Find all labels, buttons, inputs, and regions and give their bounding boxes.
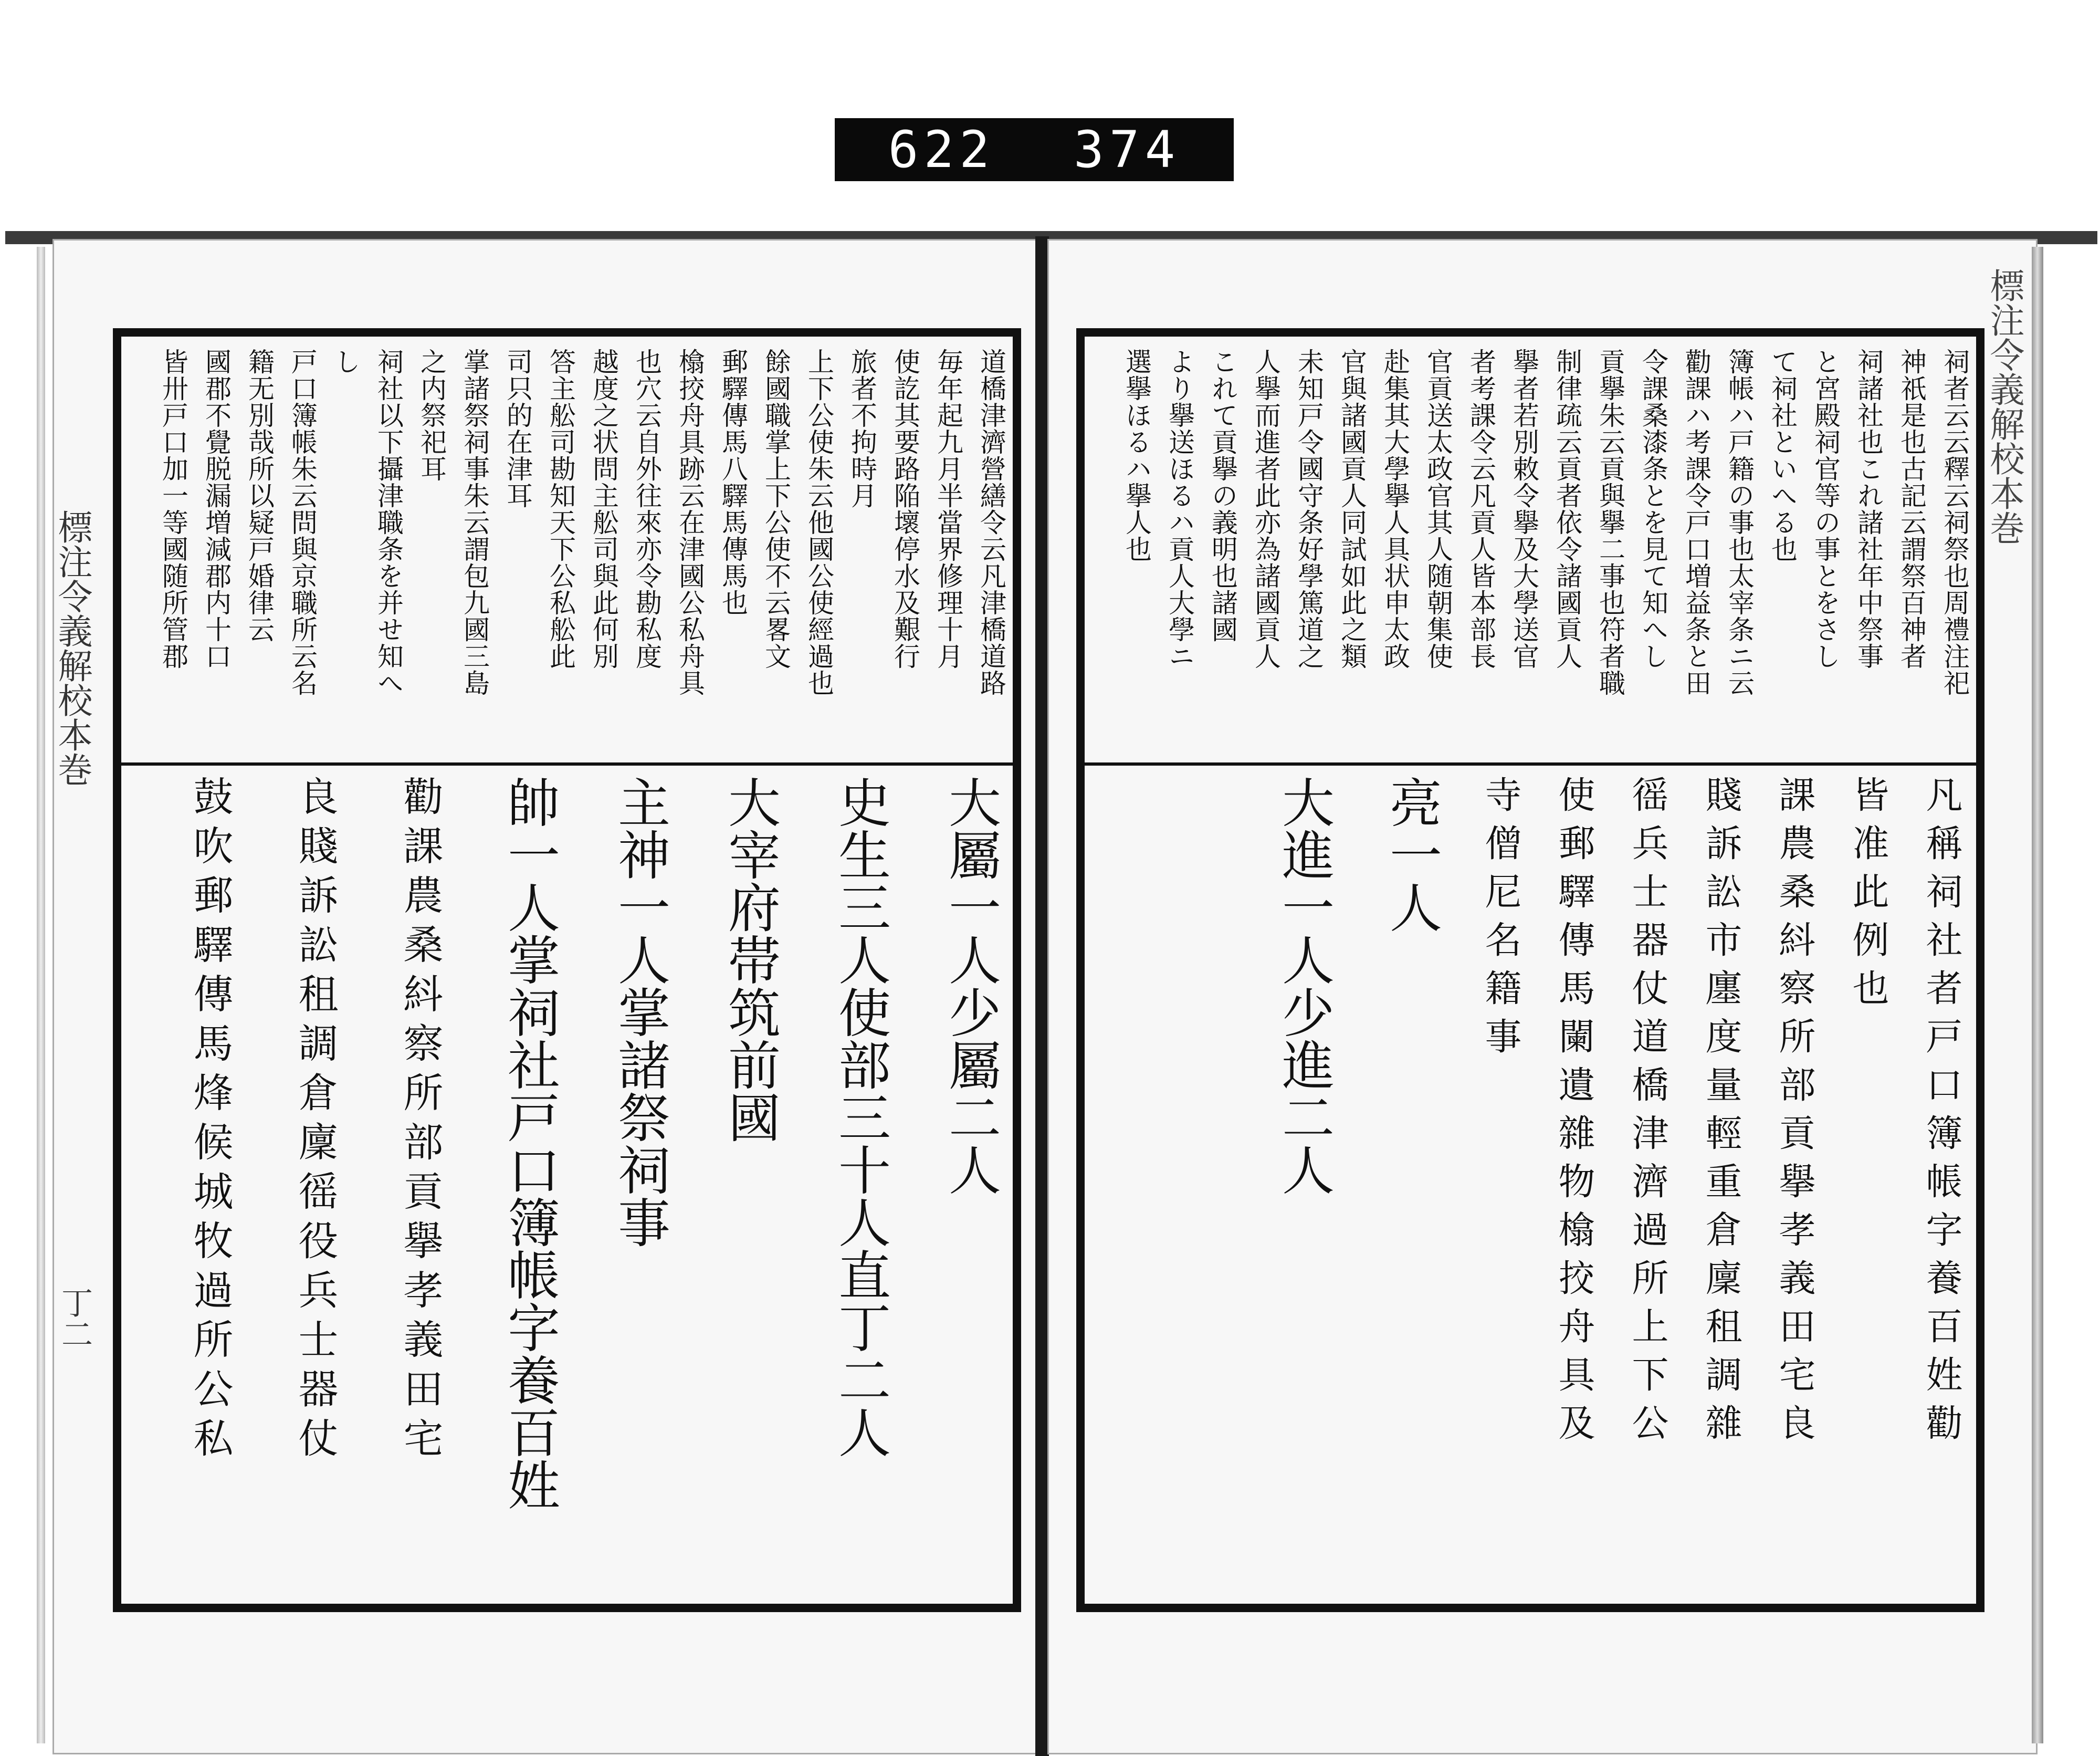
archive-number-left: 622 (888, 120, 995, 179)
main-column: 大宰府帯筑前國 (719, 776, 781, 1143)
left-page-edge (37, 247, 45, 1743)
note-column: 人擧而進者此亦為諸國貢人 (1251, 348, 1281, 670)
main-column: 使郵驛傳馬闌遺雜物㯓挍舟具及 (1552, 776, 1595, 1452)
main-column: 鼓吹郵驛傳馬烽候城牧過所公私 (187, 776, 234, 1467)
note-column: 越度之状問主舩司與此何別 (589, 348, 619, 670)
main-column: 勸課農桑紏察所部貢擧孝義田宅 (397, 776, 444, 1467)
note-column: 皆卅戸口加一等國随所管郡 (158, 348, 188, 670)
right-margin-title: 標注令義解校本巻 (1984, 268, 2024, 545)
note-column: 道橋津濟營繕令云凡津橋道路 (976, 348, 1006, 696)
main-column: 寺僧尼名籍事 (1479, 776, 1522, 1065)
note-column: 未知戸令國守条好學篤道之 (1294, 348, 1324, 670)
main-column: 帥一人掌祠社戸口簿帳字養百姓 (499, 776, 560, 1511)
note-column: と宮殿祠官等の事とをさし (1810, 348, 1841, 670)
note-column: 令課桑漆条とを見て知へし (1638, 348, 1668, 670)
note-column: より擧送ほるハ貢人大學ニ (1164, 348, 1195, 670)
note-column: これて貢擧の義明也諸國 (1208, 348, 1238, 643)
note-column: 使訖其要路陥壞停水及艱行 (890, 348, 920, 670)
note-column: 國郡不覺脱漏増減郡内十口 (201, 348, 232, 670)
section-divider (1085, 762, 1976, 766)
main-column: 凡稱祠社者戸口簿帳字養百姓勸 (1920, 776, 1963, 1452)
note-column: 選擧ほるハ擧人也 (1121, 348, 1152, 562)
note-column: し (330, 348, 361, 375)
note-column: 㯓挍舟具跡云在津國公私舟具 (675, 348, 705, 696)
main-column: 賤訴訟市廛度量輕重倉廩租調雜 (1699, 776, 1742, 1452)
note-column: 制律疏云貢者依令諸國貢人 (1552, 348, 1582, 670)
note-column: 也穴云自外往來亦令勘私度 (632, 348, 662, 670)
right-annotation-block (1093, 345, 1968, 762)
archive-number-right: 374 (1074, 120, 1181, 179)
main-column: 徭兵士器仗道橋津濟過所上下公 (1626, 776, 1669, 1452)
note-column: 答主舩司勘知天下公私舩此 (545, 348, 576, 670)
main-column: 史生三人使部三十人直丁二人 (830, 776, 891, 1458)
main-column: 大進一人少進二人 (1273, 776, 1335, 1196)
note-column: 勸課ハ考課令戸口増益条と田 (1681, 348, 1712, 696)
left-annotation-block (130, 345, 1004, 762)
note-column: 擧者若別敕令擧及大學送官 (1509, 348, 1539, 670)
main-column: 大屬一人少屬二人 (940, 776, 1001, 1196)
note-column: 官與諸國貢人同試如此之類 (1337, 348, 1367, 670)
left-margin-title: 標注令義解校本巻 (52, 509, 92, 787)
left-main-text (130, 772, 1004, 1595)
right-page-edge (2032, 247, 2043, 1743)
note-column: 掌諸祭祠事朱云謂包九國三島 (459, 348, 490, 696)
note-column: 祠社以下攝津職条を并せ知へ (373, 348, 404, 696)
leaf-number: 丁二 (56, 1287, 93, 1350)
note-column: 者考課令云凡貢人皆本部長 (1466, 348, 1496, 670)
main-column: 課農桑紏察所部貢擧孝義田宅良 (1773, 776, 1816, 1452)
note-column: 司只的在津耳 (502, 348, 533, 509)
main-column: 主神一人掌諸祭祠事 (609, 776, 670, 1248)
main-column: 良賤訴訟租調倉廩徭役兵士器仗 (292, 776, 339, 1467)
note-column: 貢擧朱云貢與擧二事也符者職 (1595, 348, 1625, 696)
main-column: 皆准此例也 (1846, 776, 1889, 1017)
note-column: 郵驛傳馬八驛馬傳馬也 (718, 348, 748, 616)
note-column: 籍无別哉所以疑戸婚律云 (244, 348, 275, 643)
right-text-frame (1076, 328, 1984, 1612)
note-column: 官貢送太政官其人随朝集使 (1423, 348, 1453, 670)
left-text-frame (113, 328, 1021, 1612)
note-column: 戸口簿帳朱云問與京職所云名 (287, 348, 318, 696)
section-divider (121, 762, 1013, 766)
note-column: て祠社といへる也 (1767, 348, 1798, 562)
note-column: 祠諸社也これ諸社年中祭事 (1853, 348, 1884, 670)
note-column: 之内祭祀耳 (416, 348, 447, 482)
note-column: 神祇是也古記云謂祭百神者 (1896, 348, 1927, 670)
note-column: 簿帳ハ戸籍の事也太宰条ニ云 (1724, 348, 1755, 696)
note-column: 赴集其大學擧人具状申太政 (1380, 348, 1410, 670)
note-column: 祠者云云釋云祠祭也周禮注祀 (1939, 348, 1970, 696)
right-main-text (1093, 772, 1968, 1595)
main-column: 亮一人 (1381, 776, 1442, 933)
note-column: 餘國職掌上下公使不云畧文 (761, 348, 791, 670)
archive-number-label (835, 118, 1234, 181)
note-column: 上下公使朱云他國公使經過也 (804, 348, 834, 696)
note-column: 毎年起九月半當界修理十月 (933, 348, 963, 670)
note-column: 旅者不拘時月 (847, 348, 877, 509)
